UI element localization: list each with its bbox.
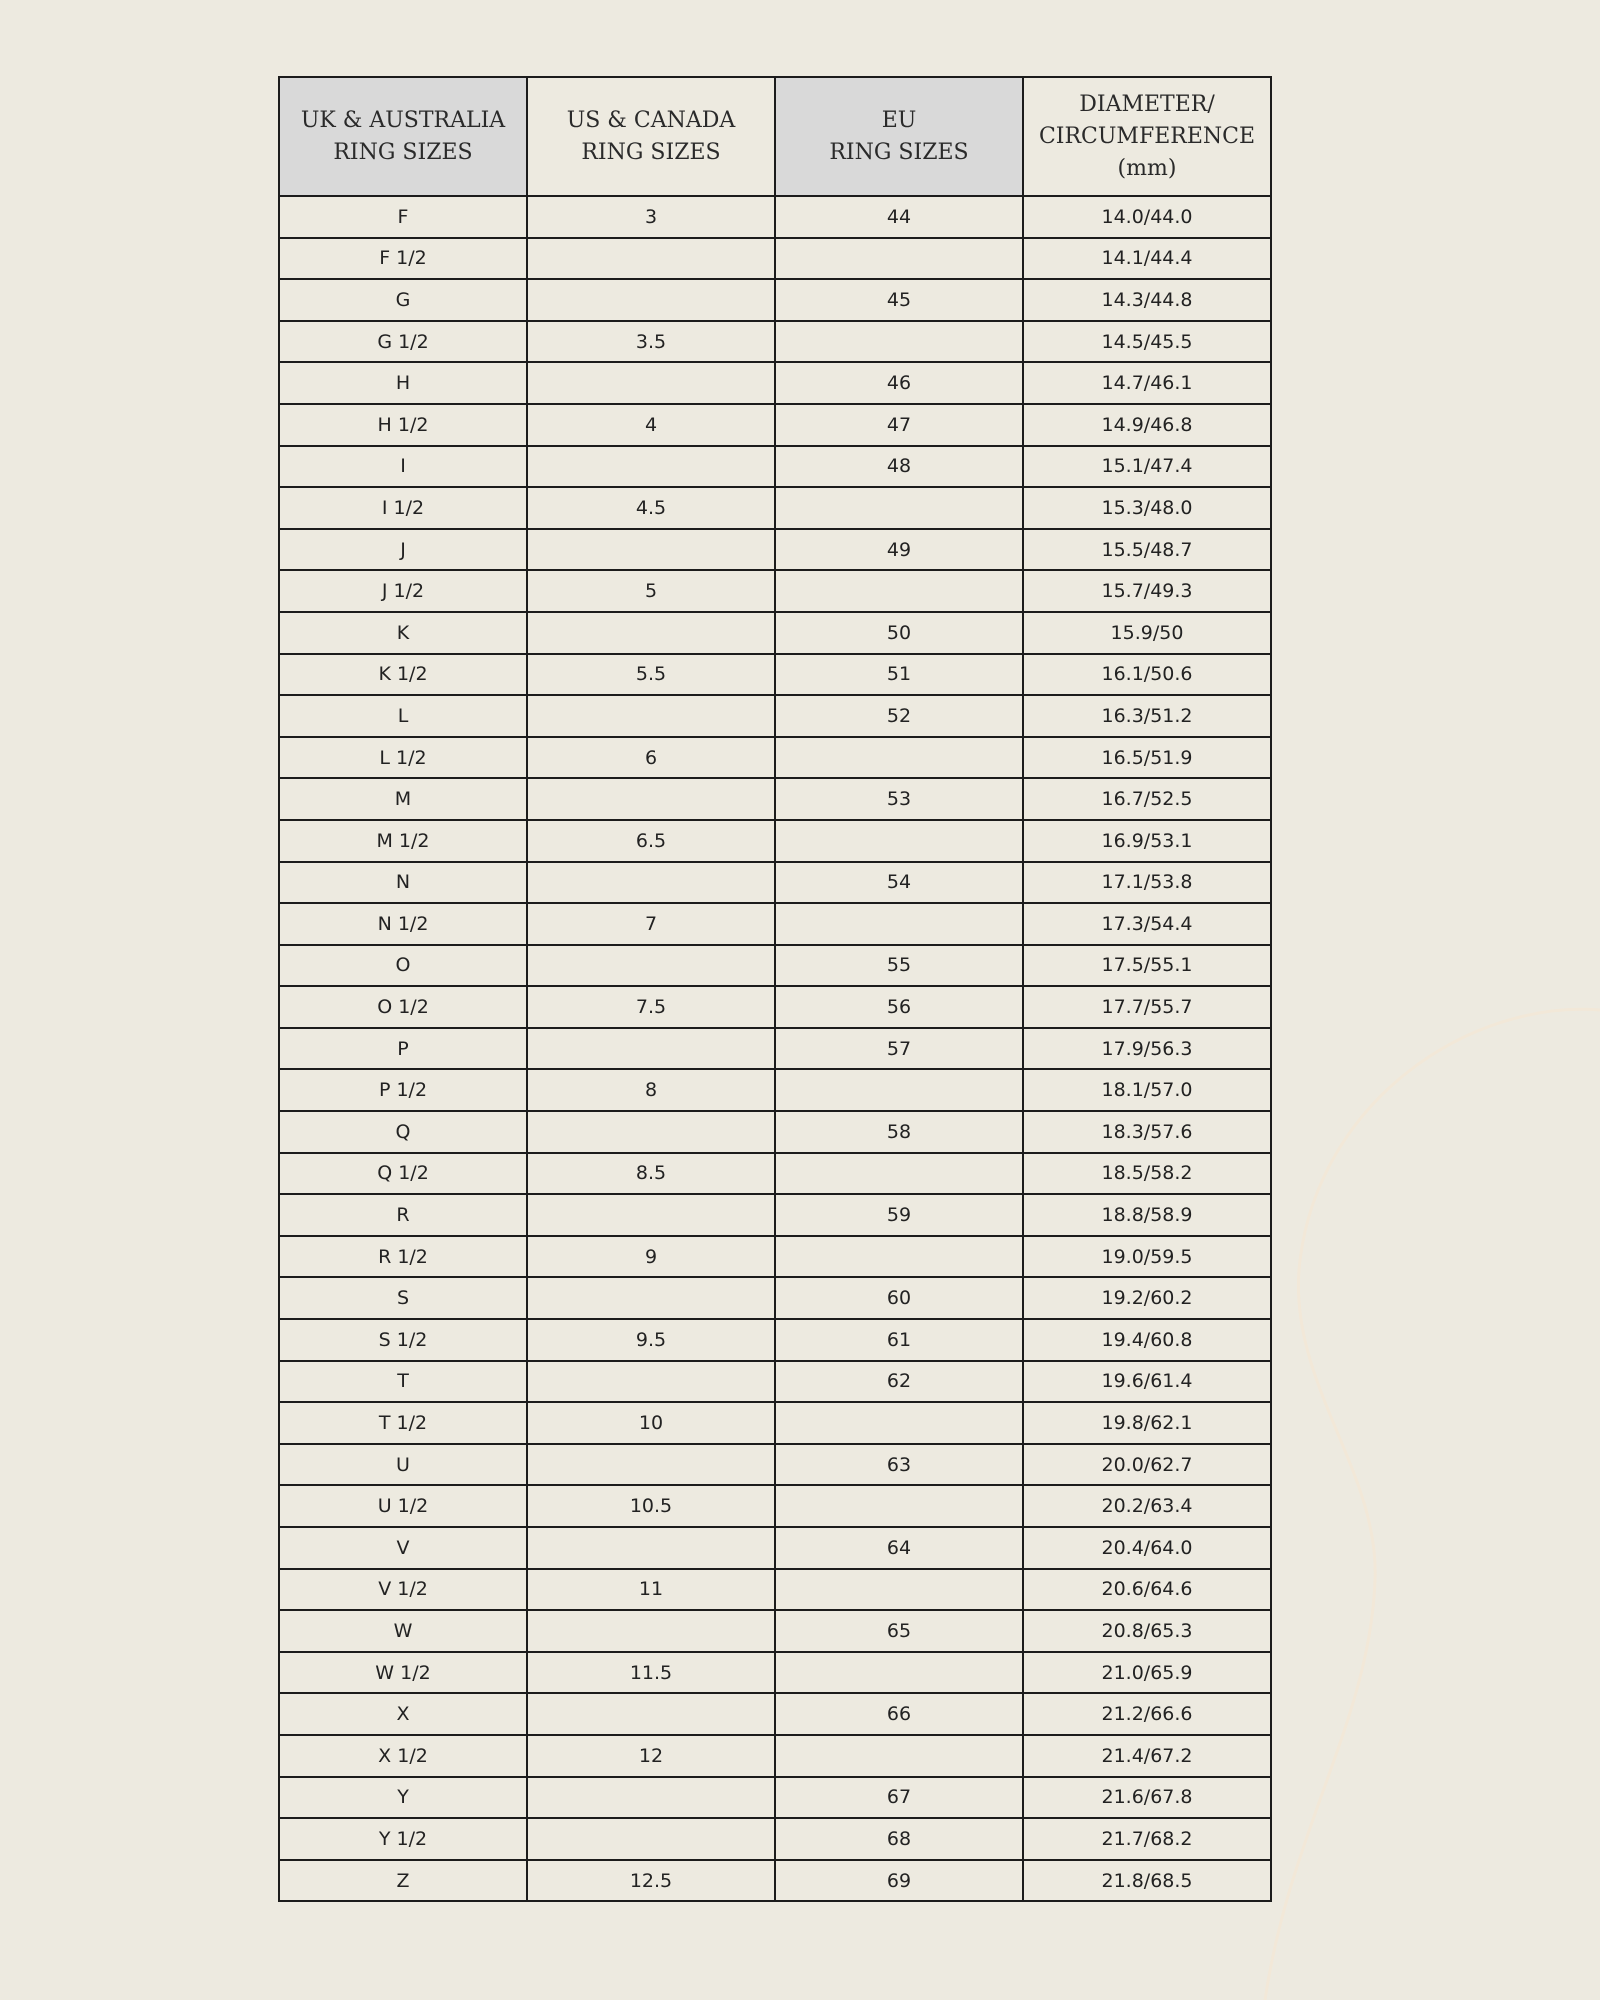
us-size-cell: 7.5 <box>527 986 775 1028</box>
uk-size-cell: K 1/2 <box>279 654 527 696</box>
header-diameter-circumference <box>1023 77 1271 196</box>
table-row <box>279 279 1271 321</box>
us-size-cell: 6 <box>527 737 775 779</box>
diameter-circumference-cell: 14.9/46.8 <box>1023 404 1271 446</box>
table-row <box>279 612 1271 654</box>
eu-size-cell: 49 <box>775 529 1023 571</box>
uk-size-cell: S 1/2 <box>279 1319 527 1361</box>
us-size-cell: 6.5 <box>527 820 775 862</box>
uk-size-cell: L 1/2 <box>279 737 527 779</box>
diameter-circumference-cell: 17.1/53.8 <box>1023 862 1271 904</box>
eu-size-cell: 69 <box>775 1860 1023 1902</box>
uk-size-cell: G 1/2 <box>279 321 527 363</box>
eu-size-cell: 60 <box>775 1277 1023 1319</box>
header-line: UK & AUSTRALIA <box>300 107 506 133</box>
diameter-circumference-cell: 19.2/60.2 <box>1023 1277 1271 1319</box>
header-line: DIAMETER/ <box>1079 91 1215 117</box>
table-row <box>279 986 1271 1028</box>
table-row <box>279 778 1271 820</box>
table-row <box>279 1652 1271 1694</box>
uk-size-cell: U <box>279 1444 527 1486</box>
eu-size-cell: 59 <box>775 1194 1023 1236</box>
uk-size-cell: L <box>279 695 527 737</box>
diameter-circumference-cell: 16.7/52.5 <box>1023 778 1271 820</box>
table-row <box>279 1402 1271 1444</box>
table-row <box>279 1069 1271 1111</box>
uk-size-cell: Z <box>279 1860 527 1902</box>
table-row <box>279 404 1271 446</box>
diameter-circumference-cell: 18.3/57.6 <box>1023 1111 1271 1153</box>
us-size-cell <box>527 1028 775 1070</box>
us-size-cell <box>527 529 775 571</box>
uk-size-cell: V <box>279 1527 527 1569</box>
diameter-circumference-cell: 16.5/51.9 <box>1023 737 1271 779</box>
header-line: CIRCUMFERENCE <box>1038 123 1256 149</box>
eu-size-cell <box>775 1069 1023 1111</box>
us-size-cell: 11 <box>527 1569 775 1611</box>
table-row <box>279 1277 1271 1319</box>
table-row <box>279 737 1271 779</box>
diameter-circumference-cell: 19.4/60.8 <box>1023 1319 1271 1361</box>
table-row <box>279 238 1271 280</box>
uk-size-cell: M <box>279 778 527 820</box>
eu-size-cell <box>775 570 1023 612</box>
eu-size-cell: 50 <box>775 612 1023 654</box>
us-size-cell <box>527 1111 775 1153</box>
header-line: US & CANADA <box>566 107 736 133</box>
uk-size-cell: J <box>279 529 527 571</box>
eu-size-cell <box>775 1236 1023 1278</box>
uk-size-cell: K <box>279 612 527 654</box>
diameter-circumference-cell: 20.4/64.0 <box>1023 1527 1271 1569</box>
eu-size-cell <box>775 820 1023 862</box>
table-row <box>279 1111 1271 1153</box>
table-row <box>279 1818 1271 1860</box>
table-row <box>279 321 1271 363</box>
eu-size-cell: 44 <box>775 196 1023 238</box>
eu-size-cell: 54 <box>775 862 1023 904</box>
us-size-cell: 8.5 <box>527 1153 775 1195</box>
us-size-cell <box>527 1693 775 1735</box>
diameter-circumference-cell: 21.4/67.2 <box>1023 1735 1271 1777</box>
eu-size-cell <box>775 737 1023 779</box>
eu-size-cell <box>775 487 1023 529</box>
table-row <box>279 529 1271 571</box>
uk-size-cell: T <box>279 1361 527 1403</box>
diameter-circumference-cell: 15.3/48.0 <box>1023 487 1271 529</box>
uk-size-cell: M 1/2 <box>279 820 527 862</box>
uk-size-cell: Q 1/2 <box>279 1153 527 1195</box>
uk-size-cell: X <box>279 1693 527 1735</box>
us-size-cell: 8 <box>527 1069 775 1111</box>
table-header-row <box>279 77 1271 196</box>
diameter-circumference-cell: 14.1/44.4 <box>1023 238 1271 280</box>
diameter-circumference-cell: 21.0/65.9 <box>1023 1652 1271 1694</box>
diameter-circumference-cell: 15.9/50 <box>1023 612 1271 654</box>
diameter-circumference-cell: 19.0/59.5 <box>1023 1236 1271 1278</box>
uk-size-cell: N 1/2 <box>279 903 527 945</box>
header-eu <box>775 77 1023 196</box>
us-size-cell <box>527 778 775 820</box>
us-size-cell <box>527 238 775 280</box>
diameter-circumference-cell: 15.5/48.7 <box>1023 529 1271 571</box>
diameter-circumference-cell: 20.6/64.6 <box>1023 1569 1271 1611</box>
uk-size-cell: O 1/2 <box>279 986 527 1028</box>
table-row <box>279 945 1271 987</box>
eu-size-cell: 67 <box>775 1777 1023 1819</box>
us-size-cell <box>527 1194 775 1236</box>
table-row <box>279 362 1271 404</box>
uk-size-cell: O <box>279 945 527 987</box>
header-line: RING SIZES <box>333 139 473 165</box>
eu-size-cell: 51 <box>775 654 1023 696</box>
header-uk-australia <box>279 77 527 196</box>
uk-size-cell: R <box>279 1194 527 1236</box>
header-line: RING SIZES <box>581 139 721 165</box>
uk-size-cell: H <box>279 362 527 404</box>
table-row <box>279 1153 1271 1195</box>
eu-size-cell <box>775 1569 1023 1611</box>
uk-size-cell: V 1/2 <box>279 1569 527 1611</box>
uk-size-cell: R 1/2 <box>279 1236 527 1278</box>
diameter-circumference-cell: 20.0/62.7 <box>1023 1444 1271 1486</box>
us-size-cell <box>527 945 775 987</box>
diameter-circumference-cell: 17.5/55.1 <box>1023 945 1271 987</box>
diameter-circumference-cell: 17.7/55.7 <box>1023 986 1271 1028</box>
table-row <box>279 1693 1271 1735</box>
diameter-circumference-cell: 16.9/53.1 <box>1023 820 1271 862</box>
uk-size-cell: N <box>279 862 527 904</box>
us-size-cell <box>527 1527 775 1569</box>
table-row <box>279 1361 1271 1403</box>
diameter-circumference-cell: 21.7/68.2 <box>1023 1818 1271 1860</box>
diameter-circumference-cell: 19.6/61.4 <box>1023 1361 1271 1403</box>
us-size-cell <box>527 1361 775 1403</box>
table-row <box>279 1444 1271 1486</box>
uk-size-cell: I <box>279 446 527 488</box>
uk-size-cell: Y 1/2 <box>279 1818 527 1860</box>
table-row <box>279 446 1271 488</box>
eu-size-cell: 57 <box>775 1028 1023 1070</box>
eu-size-cell <box>775 321 1023 363</box>
table-row <box>279 1194 1271 1236</box>
diameter-circumference-cell: 20.2/63.4 <box>1023 1485 1271 1527</box>
table-row <box>279 862 1271 904</box>
uk-size-cell: P <box>279 1028 527 1070</box>
eu-size-cell: 48 <box>775 446 1023 488</box>
uk-size-cell: I 1/2 <box>279 487 527 529</box>
us-size-cell <box>527 1610 775 1652</box>
us-size-cell <box>527 1818 775 1860</box>
table-row <box>279 1735 1271 1777</box>
diameter-circumference-cell: 16.1/50.6 <box>1023 654 1271 696</box>
uk-size-cell: G <box>279 279 527 321</box>
eu-size-cell: 47 <box>775 404 1023 446</box>
eu-size-cell: 64 <box>775 1527 1023 1569</box>
eu-size-cell: 58 <box>775 1111 1023 1153</box>
us-size-cell <box>527 612 775 654</box>
uk-size-cell: Y <box>279 1777 527 1819</box>
header-line: (mm) <box>1117 155 1177 181</box>
uk-size-cell: T 1/2 <box>279 1402 527 1444</box>
eu-size-cell <box>775 238 1023 280</box>
table-row <box>279 903 1271 945</box>
us-size-cell <box>527 1277 775 1319</box>
uk-size-cell: U 1/2 <box>279 1485 527 1527</box>
table-row <box>279 1236 1271 1278</box>
diameter-circumference-cell: 17.3/54.4 <box>1023 903 1271 945</box>
eu-size-cell: 46 <box>775 362 1023 404</box>
uk-size-cell: S <box>279 1277 527 1319</box>
diameter-circumference-cell: 21.2/66.6 <box>1023 1693 1271 1735</box>
table-row <box>279 1319 1271 1361</box>
uk-size-cell: H 1/2 <box>279 404 527 446</box>
uk-size-cell: W 1/2 <box>279 1652 527 1694</box>
diameter-circumference-cell: 19.8/62.1 <box>1023 1402 1271 1444</box>
eu-size-cell <box>775 1153 1023 1195</box>
us-size-cell: 4 <box>527 404 775 446</box>
us-size-cell: 3 <box>527 196 775 238</box>
eu-size-cell: 53 <box>775 778 1023 820</box>
table-row <box>279 487 1271 529</box>
diameter-circumference-cell: 14.5/45.5 <box>1023 321 1271 363</box>
us-size-cell: 7 <box>527 903 775 945</box>
us-size-cell: 10.5 <box>527 1485 775 1527</box>
table-row <box>279 1777 1271 1819</box>
table-row <box>279 654 1271 696</box>
eu-size-cell: 68 <box>775 1818 1023 1860</box>
us-size-cell: 11.5 <box>527 1652 775 1694</box>
diameter-circumference-cell: 14.0/44.0 <box>1023 196 1271 238</box>
eu-size-cell <box>775 1735 1023 1777</box>
header-us-canada <box>527 77 775 196</box>
uk-size-cell: F <box>279 196 527 238</box>
diameter-circumference-cell: 18.8/58.9 <box>1023 1194 1271 1236</box>
us-size-cell: 12.5 <box>527 1860 775 1902</box>
eu-size-cell: 61 <box>775 1319 1023 1361</box>
us-size-cell: 12 <box>527 1735 775 1777</box>
uk-size-cell: F 1/2 <box>279 238 527 280</box>
eu-size-cell: 63 <box>775 1444 1023 1486</box>
header-line: RING SIZES <box>829 139 969 165</box>
table-row <box>279 695 1271 737</box>
table-body <box>279 196 1271 1901</box>
eu-size-cell: 66 <box>775 1693 1023 1735</box>
us-size-cell <box>527 862 775 904</box>
us-size-cell: 9 <box>527 1236 775 1278</box>
uk-size-cell: Q <box>279 1111 527 1153</box>
diameter-circumference-cell: 17.9/56.3 <box>1023 1028 1271 1070</box>
diameter-circumference-cell: 15.1/47.4 <box>1023 446 1271 488</box>
eu-size-cell: 55 <box>775 945 1023 987</box>
table-row <box>279 1860 1271 1902</box>
table-row <box>279 570 1271 612</box>
table-row <box>279 1028 1271 1070</box>
table-row <box>279 1569 1271 1611</box>
eu-size-cell: 62 <box>775 1361 1023 1403</box>
diameter-circumference-cell: 21.6/67.8 <box>1023 1777 1271 1819</box>
eu-size-cell: 52 <box>775 695 1023 737</box>
table-row <box>279 1610 1271 1652</box>
header-line: EU <box>881 107 917 133</box>
us-size-cell: 5.5 <box>527 654 775 696</box>
eu-size-cell: 45 <box>775 279 1023 321</box>
uk-size-cell: P 1/2 <box>279 1069 527 1111</box>
table-row <box>279 1527 1271 1569</box>
eu-size-cell: 65 <box>775 1610 1023 1652</box>
diameter-circumference-cell: 14.3/44.8 <box>1023 279 1271 321</box>
diameter-circumference-cell: 20.8/65.3 <box>1023 1610 1271 1652</box>
diameter-circumference-cell: 16.3/51.2 <box>1023 695 1271 737</box>
uk-size-cell: W <box>279 1610 527 1652</box>
us-size-cell <box>527 362 775 404</box>
eu-size-cell <box>775 1485 1023 1527</box>
us-size-cell: 3.5 <box>527 321 775 363</box>
table-row <box>279 1485 1271 1527</box>
eu-size-cell <box>775 1402 1023 1444</box>
us-size-cell: 10 <box>527 1402 775 1444</box>
diameter-circumference-cell: 21.8/68.5 <box>1023 1860 1271 1902</box>
diameter-circumference-cell: 14.7/46.1 <box>1023 362 1271 404</box>
us-size-cell <box>527 1777 775 1819</box>
us-size-cell <box>527 1444 775 1486</box>
diameter-circumference-cell: 18.5/58.2 <box>1023 1153 1271 1195</box>
us-size-cell: 9.5 <box>527 1319 775 1361</box>
diameter-circumference-cell: 15.7/49.3 <box>1023 570 1271 612</box>
eu-size-cell <box>775 1652 1023 1694</box>
us-size-cell: 4.5 <box>527 487 775 529</box>
eu-size-cell: 56 <box>775 986 1023 1028</box>
table-row <box>279 196 1271 238</box>
us-size-cell <box>527 446 775 488</box>
us-size-cell: 5 <box>527 570 775 612</box>
us-size-cell <box>527 695 775 737</box>
diameter-circumference-cell: 18.1/57.0 <box>1023 1069 1271 1111</box>
us-size-cell <box>527 279 775 321</box>
uk-size-cell: X 1/2 <box>279 1735 527 1777</box>
ring-size-table <box>278 76 1272 1902</box>
eu-size-cell <box>775 903 1023 945</box>
uk-size-cell: J 1/2 <box>279 570 527 612</box>
table-row <box>279 820 1271 862</box>
